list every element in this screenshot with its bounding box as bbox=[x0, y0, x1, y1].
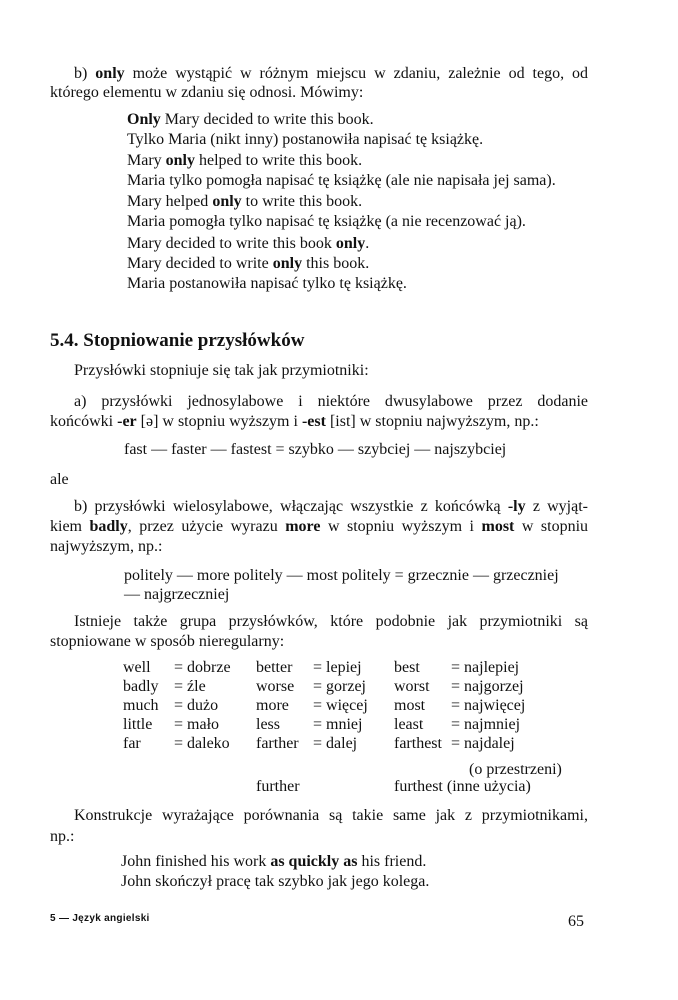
table-cell-base: much bbox=[123, 697, 159, 714]
table-row bbox=[123, 715, 571, 734]
table-cell-comp-pl: = więcej bbox=[313, 697, 368, 714]
part-a-line-2: końcówki -er [ə] w stopniu wyższym i -est [ist] w stopniu najwyższym, np.: bbox=[50, 413, 539, 430]
table-cell-sup-pl: = najwięcej bbox=[451, 697, 526, 714]
table-cell-base-pl: = daleko bbox=[174, 735, 230, 752]
table-cell-sup: worst bbox=[394, 678, 430, 695]
intro-line-2: którego elementu w zdaniu się odnosi. Mówimy: bbox=[50, 84, 364, 101]
table-cell-base-pl: = mało bbox=[174, 716, 220, 733]
table-cell-base-pl: = dużo bbox=[174, 697, 219, 714]
part-a-example: fast — faster — fastest = szybko — szybciej — najszybciej bbox=[124, 441, 507, 458]
table-row bbox=[123, 696, 571, 715]
table-cell-comp: more bbox=[256, 697, 289, 714]
table-row bbox=[123, 658, 571, 677]
table-cell-sup: most bbox=[394, 697, 426, 714]
section-title: 5.4. Stopniowanie przysłówków bbox=[50, 330, 305, 351]
footer-signature: 5 — Język angielski bbox=[50, 913, 150, 924]
example-3: Mary only helped to write this book. bbox=[127, 152, 363, 169]
table-cell-comp: better bbox=[256, 659, 293, 676]
item-b-prefix: b) bbox=[74, 65, 88, 82]
comparison-line-2: np.: bbox=[50, 828, 75, 845]
table-cell-sup: farthest bbox=[394, 735, 442, 752]
irregular-table bbox=[123, 658, 571, 753]
further-word: further bbox=[256, 778, 300, 795]
example-1: Only Mary decided to write this book. bbox=[127, 111, 374, 128]
table-cell-sup-pl: = najlepiej bbox=[451, 659, 520, 676]
example-6: Maria pomogła tylko napisać tę książkę (a nie recenzować ją). bbox=[127, 213, 526, 230]
furthest-note: furthest (inne użycia) bbox=[394, 778, 531, 795]
table-cell-sup-pl: = najmniej bbox=[451, 716, 521, 733]
comparison-line-1: Konstrukcje wyrażające porównania są takie same jak z przymiotnikami, bbox=[74, 807, 588, 824]
table-cell-comp: worse bbox=[256, 678, 295, 695]
table-cell-sup: least bbox=[394, 716, 424, 733]
comparison-example-1: John finished his work as quickly as his friend. bbox=[121, 853, 427, 870]
page-number: 65 bbox=[568, 913, 584, 930]
table-row bbox=[123, 734, 571, 753]
table-cell-base-pl: = źle bbox=[174, 678, 206, 695]
part-b-line-2: kiem badly, przez użycie wyrazu more w stopniu wyższym i most w stopniu bbox=[50, 518, 589, 535]
part-b-line-3: najwyższym, np.: bbox=[50, 538, 163, 555]
only-keyword: only bbox=[95, 65, 125, 82]
table-cell-sup-pl: = najdalej bbox=[451, 735, 515, 752]
example-7: Mary decided to write this book only. bbox=[127, 235, 370, 252]
table-row bbox=[123, 677, 571, 696]
example-4: Maria tylko pomogła napisać tę książkę (ale nie napisała jej sama). bbox=[127, 172, 556, 189]
part-b-example-1: politely — more politely — most politely = grzecznie — grzeczniej bbox=[124, 567, 559, 584]
comparison-example-2: John skończył pracę tak szybko jak jego kolega. bbox=[121, 873, 430, 890]
intro-line-1 bbox=[50, 64, 588, 83]
part-b-example-2: — najgrzeczniej bbox=[124, 586, 230, 603]
example-2: Tylko Maria (nikt inny) postanowiła napisać tę książkę. bbox=[127, 131, 484, 148]
example-9: Maria postanowiła napisać tylko tę książkę. bbox=[127, 275, 407, 292]
table-cell-comp: farther bbox=[256, 735, 299, 752]
table-cell-base: well bbox=[123, 659, 151, 676]
table-cell-comp-pl: = gorzej bbox=[313, 678, 366, 695]
table-cell-comp-pl: = mniej bbox=[313, 716, 363, 733]
example-8: Mary decided to write only this book. bbox=[127, 255, 370, 272]
table-cell-sup-pl: = najgorzej bbox=[451, 678, 524, 695]
table-cell-base: far bbox=[123, 735, 141, 752]
table-cell-base: badly bbox=[123, 678, 159, 695]
example-5: Mary helped only to write this book. bbox=[127, 193, 363, 210]
part-a-line-1: a) przysłówki jednosylabowe i niektóre dwusylabowe przez dodanie bbox=[74, 393, 588, 410]
ale-word: ale bbox=[50, 471, 69, 488]
section-intro: Przysłówki stopniuje się tak jak przymiotniki: bbox=[74, 362, 369, 379]
table-cell-base-pl: = dobrze bbox=[174, 659, 231, 676]
table-cell-comp-pl: = dalej bbox=[313, 735, 358, 752]
note-space: (o przestrzeni) bbox=[469, 761, 562, 778]
intro-line-1-rest: może wystąpić w różnym miejscu w zdaniu, zależnie od tego, od bbox=[132, 65, 589, 82]
table-cell-comp-pl: = lepiej bbox=[313, 659, 362, 676]
table-cell-comp: less bbox=[256, 716, 280, 733]
irregular-line-2: stopniowane w sposób nieregularny: bbox=[50, 633, 285, 650]
part-b-line-1: b) przysłówki wielosylabowe, włączając wszystkie z końcówką -ly z wyjąt- bbox=[74, 498, 589, 515]
table-cell-sup: best bbox=[394, 659, 420, 676]
irregular-line-1: Istnieje także grupa przysłówków, które podobnie jak przymiotniki są bbox=[74, 613, 588, 630]
table-cell-base: little bbox=[123, 716, 153, 733]
